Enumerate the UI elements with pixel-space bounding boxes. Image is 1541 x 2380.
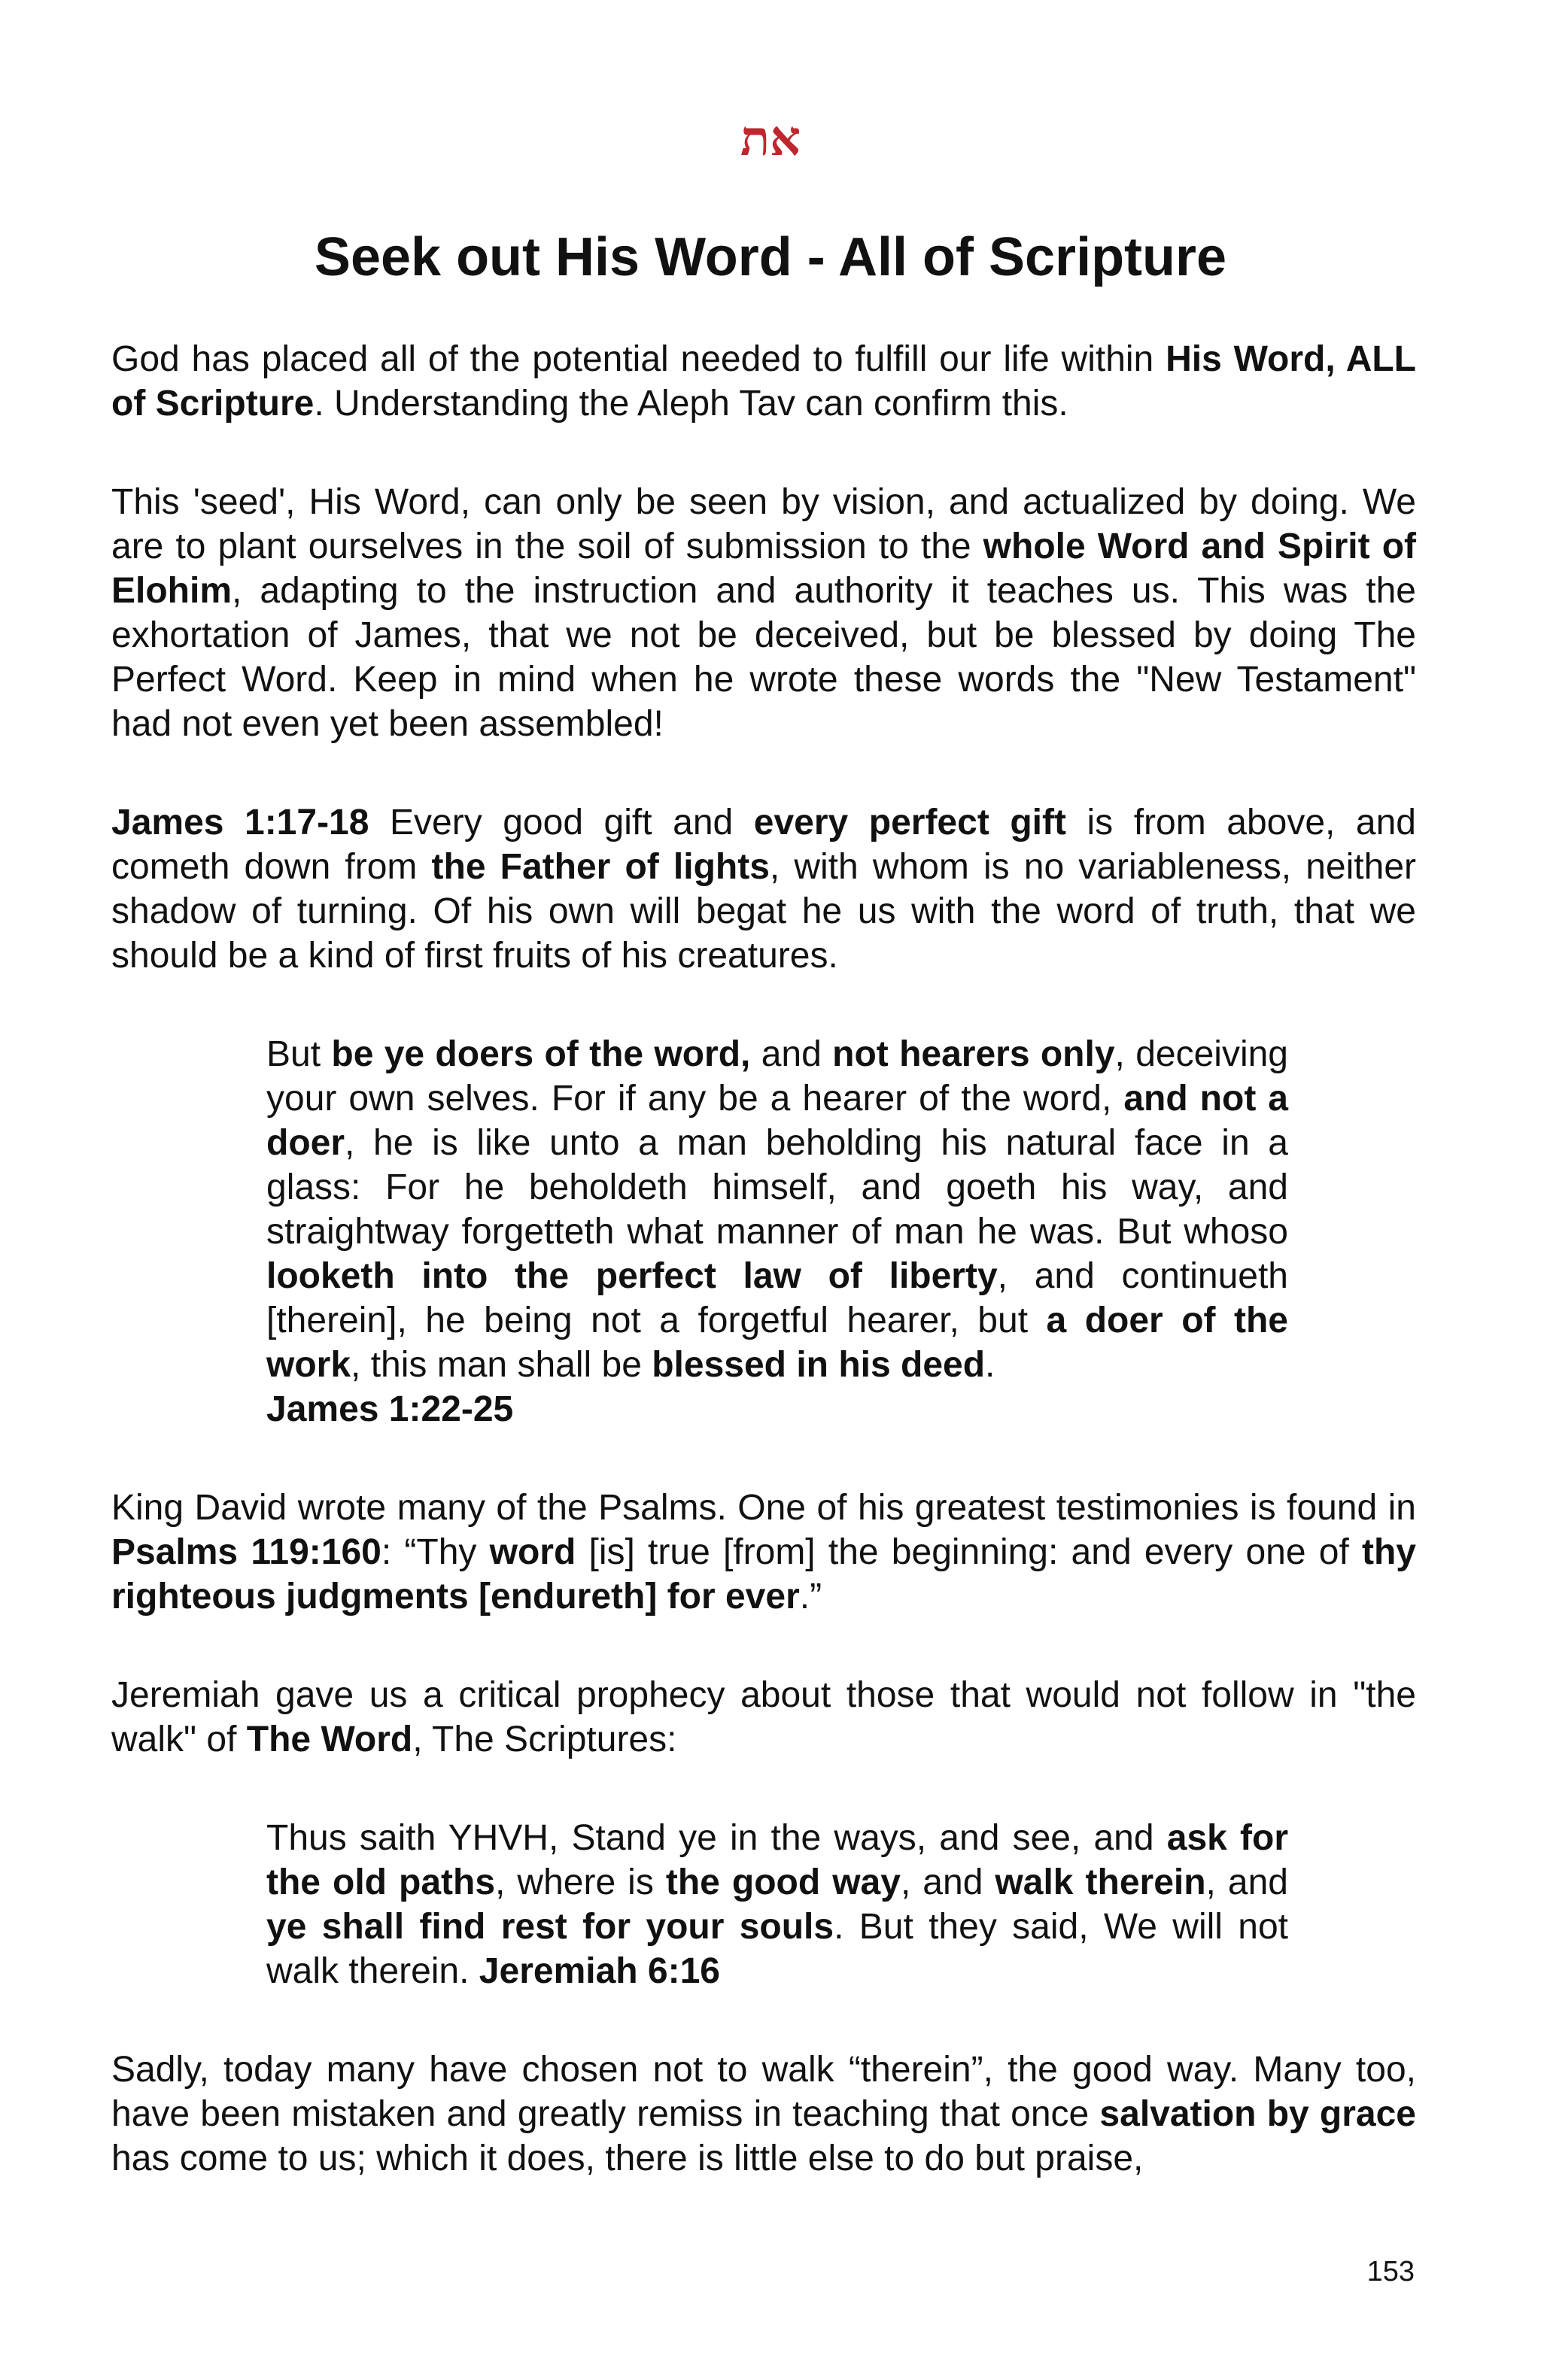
emphasis: whole Word and Spirit of Elohim [111, 527, 1417, 611]
text: , where is [495, 1862, 666, 1902]
text: . But they said, We will not walk therein. [266, 1907, 1289, 1991]
emphasis: every perfect gift [753, 803, 1066, 842]
block-quote-james [266, 1032, 1288, 1431]
emphasis: word [489, 1532, 576, 1572]
paragraph-psalms [111, 1486, 1416, 1619]
emphasis: ye shall find rest for your souls [266, 1907, 834, 1947]
scripture-reference: James 1:17-18 [111, 803, 369, 842]
scripture-reference: James 1:22-25 [266, 1389, 514, 1429]
block-quote-jeremiah [266, 1816, 1288, 1993]
emphasis: thy righteous judgments [endureth] for ever [111, 1532, 1416, 1617]
paragraph-jeremiah [111, 1673, 1416, 1762]
text: [is] true [from] the beginning: and every one of [576, 1532, 1362, 1572]
text: , he is like unto a man beholding his natural face in a glass: For he beholdeth himself, and goeth his way, and straightway forgetteth what manner of man he was. But whoso [266, 1123, 1288, 1252]
paragraph-seed [111, 480, 1416, 746]
text: .” [799, 1577, 822, 1617]
emphasis: not hearers only [832, 1034, 1115, 1074]
text: This 'seed', His Word, can only be seen by vision, and actualized by doing. We are to plant ourselves in the soil of submission to the [111, 482, 1416, 566]
text: God has placed all of the potential needed to fulfill our life within [111, 339, 1166, 379]
text: King David wrote many of the Psalms. One of his greatest testimonies is found in [111, 1488, 1416, 1528]
text: and [750, 1034, 833, 1074]
text: , adapting to the instruction and authority it teaches us. This was the exhortation of James, that we not be deceived, but be blessed by doing The Perfect Word. Keep in mind when he wrote these words the "New Testament" had not even yet been assembled! [111, 571, 1416, 744]
text: Every good gift and [369, 803, 754, 842]
text: , and [900, 1862, 995, 1902]
text: . [985, 1345, 995, 1385]
text: , with whom is no variableness, neither shadow of turning. Of his own will begat he us with the word of truth, that we should be a kind of first fruits of his creatures. [111, 847, 1416, 976]
text: . Understanding the Aleph Tav can confirm this. [314, 384, 1068, 423]
emphasis: a doer of the work [266, 1301, 1288, 1385]
text: is from above, and cometh down from [111, 803, 1416, 887]
paragraph-james-1-17 [111, 800, 1416, 978]
page-number: 153 [1366, 2256, 1415, 2287]
emphasis: salvation by grace [1099, 2094, 1417, 2134]
text: : “Thy [381, 1532, 490, 1572]
text: , and continueth [therein], he being not a forgetful hearer, but [266, 1256, 1288, 1340]
text: has come to us; which it does, there is little else to do but praise, [111, 2139, 1144, 2178]
emphasis: the Father of lights [431, 847, 770, 887]
paragraph-sadly [111, 2048, 1416, 2181]
text: , deceiving your own selves. For if any be a hearer of the word, [266, 1034, 1288, 1119]
emphasis: be ye doers of the word, [331, 1034, 751, 1074]
emphasis: ask for the old paths [266, 1818, 1289, 1902]
emphasis: The Word [246, 1720, 413, 1759]
text: , The Scriptures: [412, 1720, 677, 1759]
scripture-reference: Jeremiah 6:16 [479, 1951, 720, 1991]
scripture-reference: Psalms 119:160 [111, 1532, 381, 1572]
text: , and [1205, 1862, 1288, 1902]
paragraph-intro [111, 337, 1416, 426]
emphasis: walk therein [995, 1862, 1206, 1902]
text: , this man shall be [351, 1345, 652, 1385]
aleph-tav-logo: את [740, 111, 801, 167]
text: Sadly, today many have chosen not to walk “therein”, the good way. Many too, have been mistaken and greatly remiss in teaching that once [111, 2050, 1416, 2134]
text: Jeremiah gave us a critical prophecy about those that would not follow in "the walk" of [111, 1675, 1416, 1759]
page-title: Seek out His Word - All of Scripture [314, 227, 1227, 287]
text: But [266, 1034, 332, 1074]
text: Thus saith YHVH, Stand ye in the ways, and see, and [266, 1818, 1167, 1858]
body-content [111, 337, 1416, 2235]
emphasis: His Word, ALL of Scripture [111, 339, 1416, 423]
emphasis: and not a doer [266, 1079, 1289, 1163]
emphasis: looketh into the perfect law of liberty [266, 1256, 998, 1296]
emphasis: blessed in his deed [652, 1345, 986, 1385]
emphasis: the good way [665, 1862, 901, 1902]
